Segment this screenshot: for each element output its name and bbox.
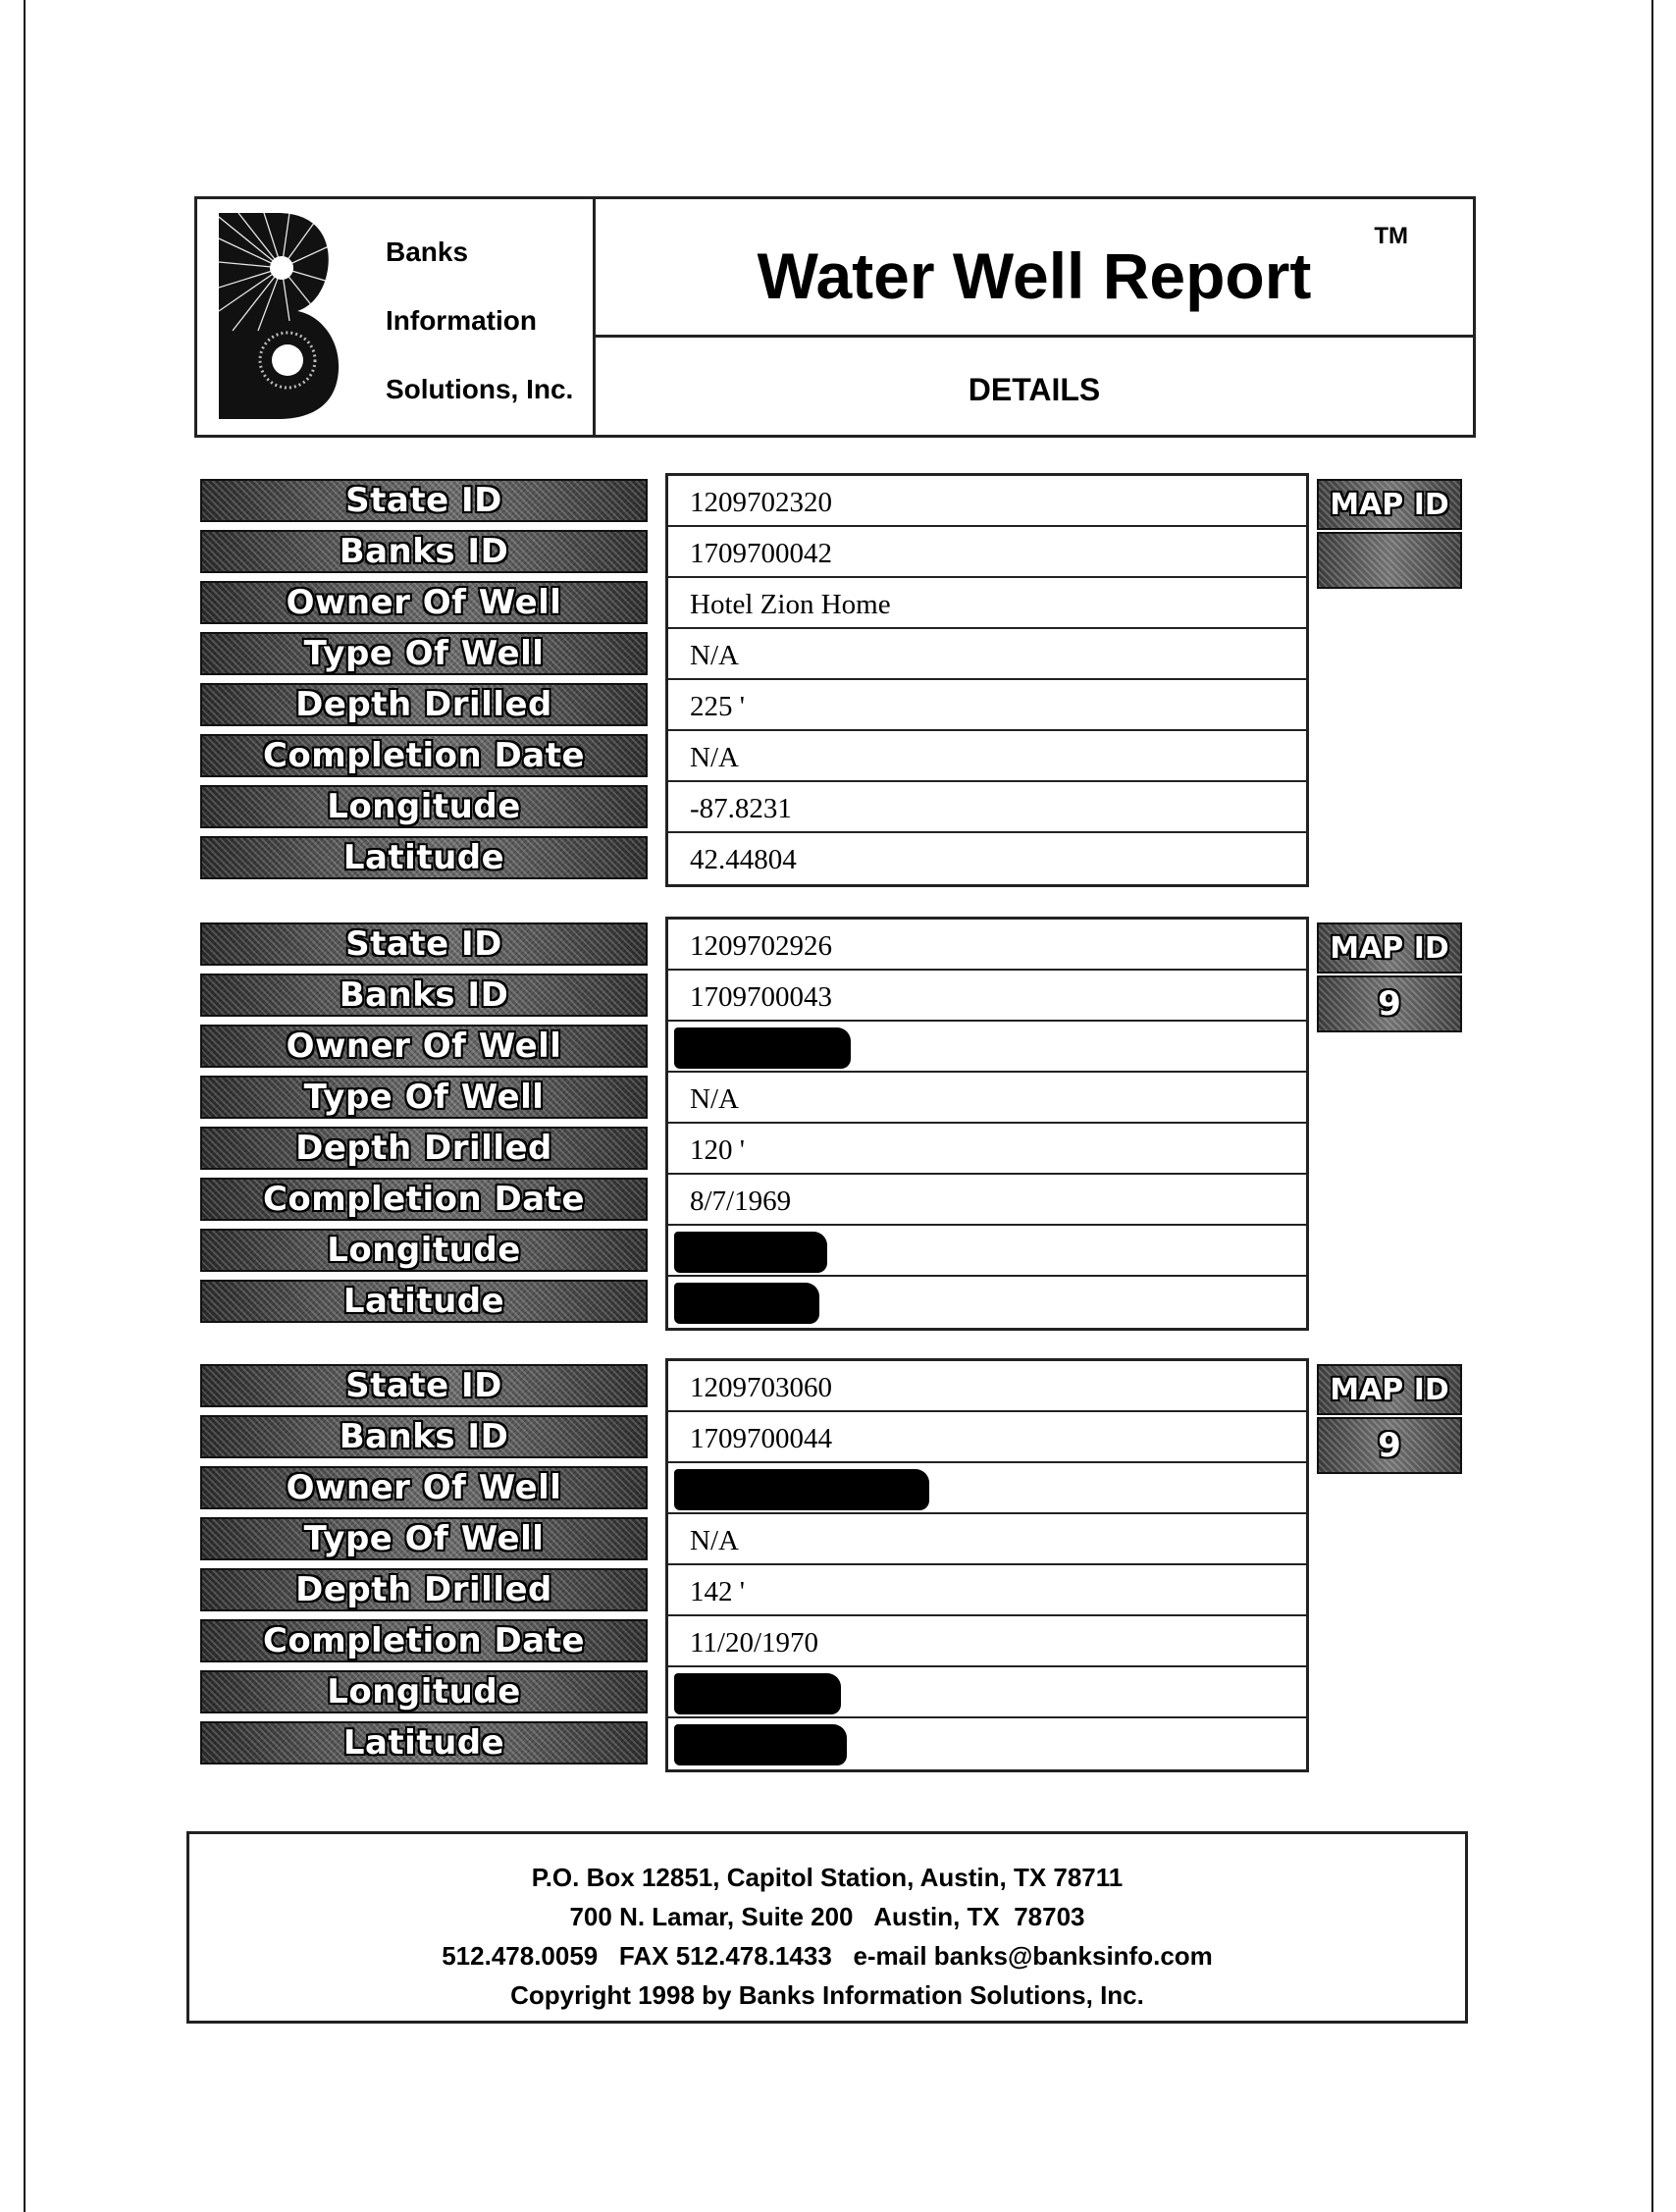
map-id-value xyxy=(1317,532,1462,589)
label-longitude: Longitude xyxy=(200,1670,648,1713)
footer-lines xyxy=(189,1858,1465,2015)
page-border-right xyxy=(1651,0,1653,2212)
label-depth-drilled: Depth Drilled xyxy=(200,683,648,726)
value-owner-of-well: Hotel Zion Home xyxy=(668,578,1306,629)
value-banks-id: 1709700044 xyxy=(668,1412,1306,1463)
trademark-mark: TM xyxy=(1374,223,1408,249)
label-owner-of-well: Owner Of Well xyxy=(200,1466,648,1509)
value-longitude xyxy=(668,1226,1306,1277)
map-id-badge xyxy=(1317,1364,1462,1474)
label-completion-date: Completion Date xyxy=(200,1619,648,1662)
value-completion-date: 11/20/1970 xyxy=(668,1616,1306,1667)
company-name-line-2: Information xyxy=(386,305,537,336)
value-depth-drilled: 142 ' xyxy=(668,1565,1306,1616)
label-completion-date: Completion Date xyxy=(200,734,648,777)
title-divider xyxy=(596,335,1473,338)
value-owner-of-well xyxy=(668,1463,1306,1514)
label-type-of-well: Type Of Well xyxy=(200,1076,648,1119)
value-state-id: 1209702926 xyxy=(668,920,1306,971)
value-latitude: 42.44804 xyxy=(690,844,797,875)
map-id-label: MAP ID xyxy=(1317,922,1462,974)
value-completion-date: N/A xyxy=(668,731,1306,782)
field-values xyxy=(665,917,1309,1331)
redaction-mark xyxy=(674,1673,841,1714)
details-label: DETAILS xyxy=(968,372,1101,407)
label-depth-drilled: Depth Drilled xyxy=(200,1568,648,1611)
label-state-id: State ID xyxy=(200,1364,648,1407)
value-latitude xyxy=(668,1718,1306,1769)
report-title: Water Well Report xyxy=(757,239,1312,312)
label-completion-date: Completion Date xyxy=(200,1178,648,1221)
title-cell xyxy=(596,199,1473,435)
footer-street-address: 700 N. Lamar, Suite 200 Austin, TX 78703 xyxy=(569,1902,1085,1931)
label-state-id: State ID xyxy=(200,479,648,522)
label-longitude: Longitude xyxy=(200,785,648,828)
value-depth-drilled: 225 ' xyxy=(668,680,1306,731)
label-latitude: Latitude xyxy=(200,1280,648,1323)
map-id-value: 9 xyxy=(1317,975,1462,1032)
map-id-badge xyxy=(1317,922,1462,1032)
value-longitude xyxy=(668,1667,1306,1718)
redaction-mark xyxy=(674,1283,819,1324)
company-logo-cell xyxy=(197,199,596,435)
value-banks-id: 1709700043 xyxy=(668,971,1306,1022)
label-longitude: Longitude xyxy=(200,1229,648,1272)
label-banks-id: Banks ID xyxy=(200,974,648,1017)
map-id-badge xyxy=(1317,479,1462,589)
label-type-of-well: Type Of Well xyxy=(200,632,648,675)
label-type-of-well: Type Of Well xyxy=(200,1517,648,1560)
company-name-line-1: Banks xyxy=(386,237,469,267)
redaction-mark xyxy=(674,1469,929,1510)
report-header xyxy=(194,196,1476,438)
contact-footer xyxy=(186,1831,1468,2024)
label-state-id: State ID xyxy=(200,922,648,966)
label-banks-id: Banks ID xyxy=(200,1415,648,1458)
redaction-mark xyxy=(674,1232,827,1273)
footer-phone-email: 512.478.0059 FAX 512.478.1433 e-mail banks@banksinfo.com xyxy=(442,1941,1213,1971)
value-owner-of-well xyxy=(668,1022,1306,1073)
value-type-of-well: N/A xyxy=(668,1073,1306,1124)
map-id-value: 9 xyxy=(1317,1417,1462,1474)
value-state-id: 1209703060 xyxy=(668,1361,1306,1412)
value-latitude xyxy=(668,1277,1306,1328)
field-values xyxy=(665,1358,1309,1772)
value-depth-drilled: 120 ' xyxy=(668,1124,1306,1175)
value-state-id: 1209702320 xyxy=(668,476,1306,527)
label-latitude: Latitude xyxy=(200,836,648,879)
value-banks-id: 1709700042 xyxy=(668,527,1306,578)
label-latitude: Latitude xyxy=(200,1721,648,1764)
label-owner-of-well: Owner Of Well xyxy=(200,581,648,624)
redaction-mark xyxy=(674,1027,851,1069)
label-banks-id: Banks ID xyxy=(200,530,648,573)
value-type-of-well: N/A xyxy=(668,629,1306,680)
redaction-mark xyxy=(674,1724,847,1765)
map-id-label: MAP ID xyxy=(1317,479,1462,530)
map-id-label: MAP ID xyxy=(1317,1364,1462,1415)
value-longitude: -87.8231 xyxy=(668,782,1306,833)
label-owner-of-well: Owner Of Well xyxy=(200,1025,648,1068)
field-values xyxy=(665,473,1309,887)
company-name-line-3: Solutions, Inc. xyxy=(386,374,574,404)
value-completion-date: 8/7/1969 xyxy=(668,1175,1306,1226)
page-border-left xyxy=(24,0,26,2212)
footer-copyright: Copyright 1998 by Banks Information Solutions, Inc. xyxy=(510,1980,1144,2010)
value-type-of-well: N/A xyxy=(668,1514,1306,1565)
company-logo xyxy=(219,213,340,419)
footer-po-box: P.O. Box 12851, Capitol Station, Austin, TX 78711 xyxy=(531,1863,1124,1892)
label-depth-drilled: Depth Drilled xyxy=(200,1127,648,1170)
